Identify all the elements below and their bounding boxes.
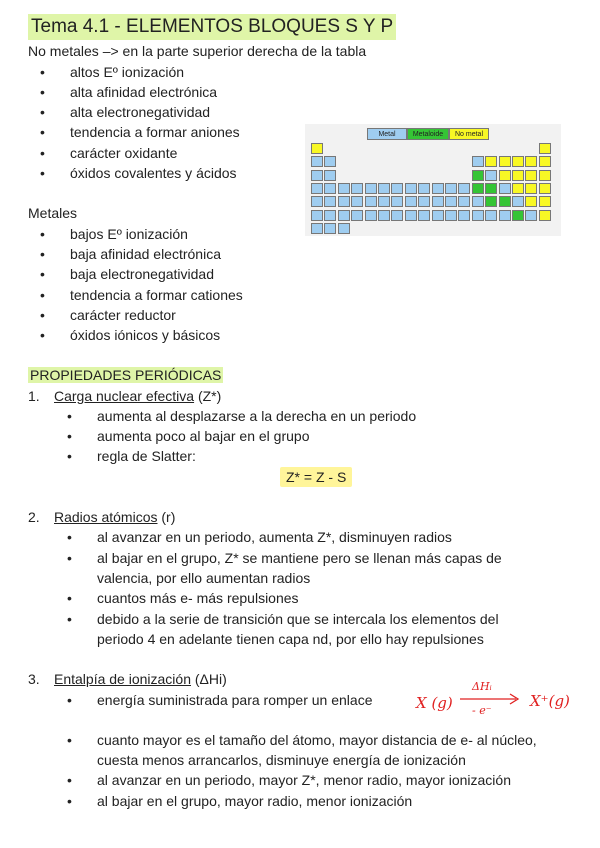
periodic-table-cell — [512, 183, 524, 194]
periodic-table-cell — [311, 183, 323, 194]
periodic-table-cell — [311, 156, 323, 167]
s1-heading-suffix: (Z*) — [194, 388, 222, 404]
reaction-enthalpy-label: ΔHᵢ — [472, 680, 492, 693]
s3-item: • cuanto mayor es el tamaño del átomo, mayor distancia de e- al núcleo, — [97, 730, 537, 750]
periodic-table-cell — [472, 170, 484, 181]
metal-item: • carácter reductor — [70, 305, 176, 325]
periodic-table-cell — [351, 196, 363, 207]
s2-number: 2. — [28, 509, 40, 525]
metals-intro: Metales — [28, 205, 78, 221]
periodic-table-cell — [432, 196, 444, 207]
nonmetal-item: • alta afinidad electrónica — [70, 82, 217, 102]
periodic-table-cell — [378, 183, 390, 194]
periodic-table-cell — [311, 196, 323, 207]
periodic-table-cell — [485, 183, 497, 194]
periodic-table-cell — [512, 156, 524, 167]
s3-heading-suffix: (ΔHi) — [191, 671, 227, 687]
periodic-table-cell — [539, 196, 551, 207]
periodic-table-cell — [445, 210, 457, 221]
periodic-table-cell — [499, 210, 511, 221]
periodic-table-cell — [405, 210, 417, 221]
reaction-electron-label: - e⁻ — [472, 704, 492, 717]
periodic-table-cell — [338, 196, 350, 207]
periodic-table-cell — [432, 183, 444, 194]
s1-item: • regla de Slatter: — [97, 446, 196, 466]
periodic-table-cell — [525, 183, 537, 194]
periodic-table-cell — [351, 183, 363, 194]
nonmetal-item: • tendencia a formar aniones — [70, 122, 240, 142]
periodic-table-cell — [512, 170, 524, 181]
s1-item: • aumenta al desplazarse a la derecha en un periodo — [97, 406, 416, 426]
periodic-table-cell — [499, 183, 511, 194]
periodic-table-cell — [539, 210, 551, 221]
periodic-table-cell — [311, 223, 323, 234]
periodic-table-cell — [405, 183, 417, 194]
s3-heading-wrap — [54, 669, 227, 689]
periodic-table-cell — [324, 196, 336, 207]
periodic-table-cell — [472, 196, 484, 207]
periodic-table-cell — [418, 183, 430, 194]
periodic-table-cell — [338, 183, 350, 194]
periodic-table-cell — [458, 196, 470, 207]
s3-item: • al avanzar en un periodo, mayor Z*, menor radio, mayor ionización — [97, 770, 511, 790]
periodic-table-cell — [512, 196, 524, 207]
periodic-table-cell — [458, 183, 470, 194]
metal-item: • tendencia a formar cationes — [70, 285, 243, 305]
periodic-table-cell — [539, 143, 551, 154]
periodic-table-cell — [311, 143, 323, 154]
s2-item-continuation: periodo 4 en adelante tienen capa nd, por ello hay repulsiones — [97, 631, 484, 647]
periodic-table-cell — [472, 210, 484, 221]
periodic-table-cell — [324, 183, 336, 194]
s2-item: • debido a la serie de transición que se intercala los elementos del — [97, 609, 499, 629]
periodic-table-cell — [512, 210, 524, 221]
s3-item: • al bajar en el grupo, mayor radio, menor ionización — [97, 791, 412, 811]
periodic-table-cell — [445, 196, 457, 207]
periodic-table-cell — [525, 170, 537, 181]
periodic-table-cell — [324, 223, 336, 234]
periodic-table-cell — [499, 156, 511, 167]
periodic-table-cell — [338, 210, 350, 221]
periodic-table-cell — [365, 183, 377, 194]
s1-heading: Carga nuclear efectiva — [54, 388, 195, 404]
s3-heading: Entalpía de ionización — [54, 671, 191, 687]
periodic-table-cell — [391, 210, 403, 221]
periodic-table-cell — [472, 156, 484, 167]
periodic-table-cell — [311, 170, 323, 181]
periodic-table-cell — [458, 210, 470, 221]
nonmetal-item: • alta electronegatividad — [70, 102, 210, 122]
nonmetal-item: • altos Eº ionización — [70, 62, 184, 82]
periodic-table-cell — [499, 196, 511, 207]
metal-item: • baja electronegatividad — [70, 264, 214, 284]
periodic-table-cell — [485, 196, 497, 207]
s3-item-continuation: cuesta menos arrancarlos, disminuye energía de ionización — [97, 752, 466, 768]
periodic-table-cell — [485, 170, 497, 181]
periodic-table-cell — [418, 210, 430, 221]
reaction-product: X⁺(g) — [530, 692, 570, 710]
s1-item: • aumenta poco al bajar en el grupo — [97, 426, 309, 446]
s2-heading: Radios atómicos — [54, 509, 158, 525]
nonmetal-item: • óxidos covalentes y ácidos — [70, 163, 237, 183]
legend-metalloid: Metaloide — [407, 128, 449, 140]
s2-item: • al bajar en el grupo, Z* se mantiene pero se llenan más capas de — [97, 548, 502, 568]
reaction-reactant: X (g) — [416, 694, 453, 712]
s2-heading-wrap — [54, 507, 175, 527]
periodic-table-cell — [391, 183, 403, 194]
metal-item: • óxidos iónicos y básicos — [70, 325, 220, 345]
periodic-table-cell — [418, 196, 430, 207]
periodic-table-cell — [324, 156, 336, 167]
metal-item: • bajos Eº ionización — [70, 224, 188, 244]
periodic-table-cell — [539, 183, 551, 194]
periodic-table-cell — [365, 210, 377, 221]
periodic-table-cell — [365, 196, 377, 207]
s2-heading-suffix: (r) — [157, 509, 176, 525]
periodic-table-cell — [485, 156, 497, 167]
slater-formula: Z* = Z - S — [280, 467, 352, 487]
section-title: PROPIEDADES PERIÓDICAS — [30, 367, 222, 383]
periodic-table-cell — [472, 183, 484, 194]
s2-item-continuation: valencia, por ello aumentan radios — [97, 570, 311, 586]
legend-nonmetal: No metal — [449, 128, 489, 140]
page-title: Tema 4.1 - ELEMENTOS BLOQUES S Y P — [28, 14, 396, 40]
periodic-table-cell — [378, 196, 390, 207]
periodic-table-cell — [525, 156, 537, 167]
periodic-table-cell — [311, 210, 323, 221]
periodic-table-image — [305, 124, 561, 236]
periodic-table-cell — [324, 170, 336, 181]
periodic-table-cell — [432, 210, 444, 221]
s1-heading-wrap — [54, 386, 221, 406]
legend-metal: Metal — [367, 128, 407, 140]
s3-number: 3. — [28, 671, 40, 687]
periodic-table-cell — [499, 170, 511, 181]
s2-item: • cuantos más e- más repulsiones — [97, 588, 299, 608]
periodic-table-cell — [485, 210, 497, 221]
periodic-table-cell — [351, 210, 363, 221]
section-title-wrap — [28, 365, 223, 385]
periodic-table-cell — [324, 210, 336, 221]
nonmetals-intro: No metales –> en la parte superior derecha de la tabla — [28, 43, 367, 59]
metal-item: • baja afinidad electrónica — [70, 244, 221, 264]
periodic-table-cell — [525, 196, 537, 207]
periodic-table-cell — [525, 210, 537, 221]
periodic-table-cell — [539, 156, 551, 167]
s1-number: 1. — [28, 388, 40, 404]
s2-item: • al avanzar en un periodo, aumenta Z*, disminuyen radios — [97, 527, 452, 547]
periodic-table-cell — [338, 223, 350, 234]
periodic-table-cell — [445, 183, 457, 194]
s3-item: • energía suministrada para romper un enlace — [97, 690, 373, 710]
periodic-table-cell — [539, 170, 551, 181]
periodic-table-cell — [378, 210, 390, 221]
periodic-table-cell — [405, 196, 417, 207]
periodic-table-cell — [391, 196, 403, 207]
nonmetal-item: • carácter oxidante — [70, 143, 177, 163]
